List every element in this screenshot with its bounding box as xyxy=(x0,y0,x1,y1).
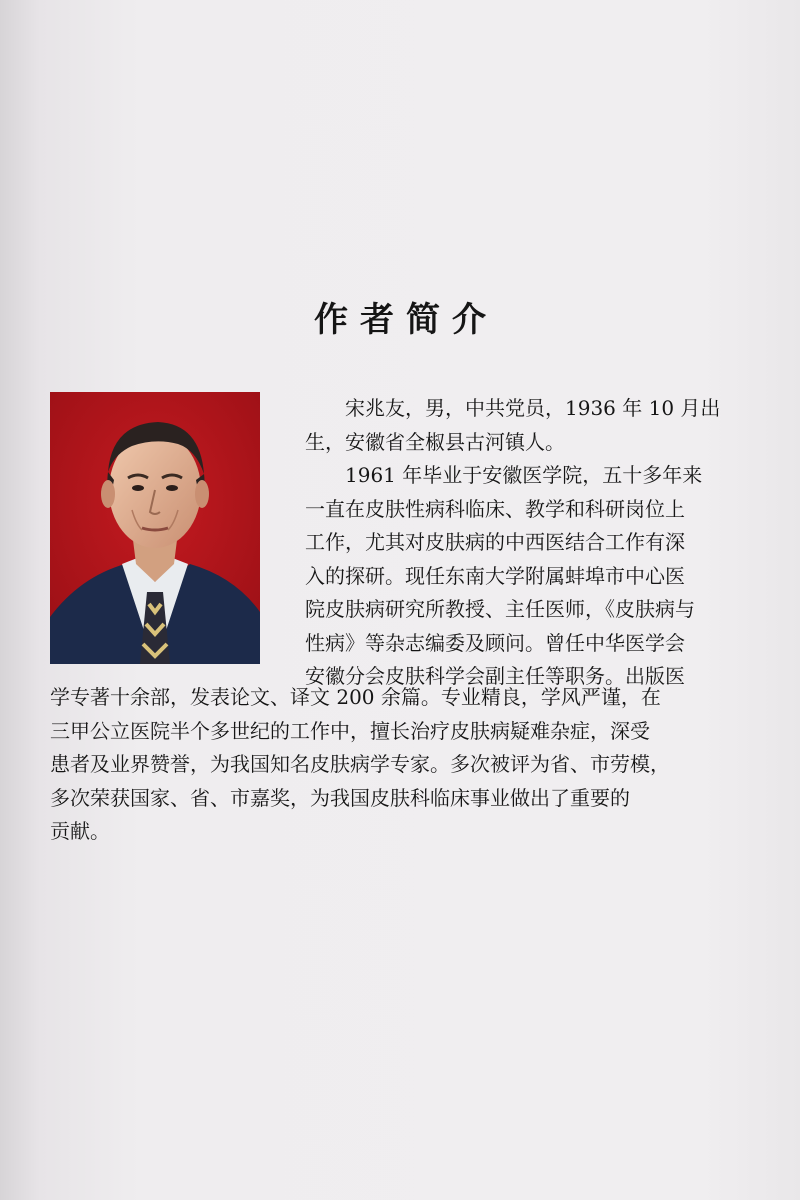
intro-line: 性病》等杂志编委及顾问。曾任中华医学会 xyxy=(305,630,685,655)
intro-line: 入的探研。现任东南大学附属蚌埠市中心医 xyxy=(305,563,685,588)
body-line: 三甲公立医院半个多世纪的工作中，擅长治疗皮肤病疑难杂症，深受 xyxy=(50,718,650,743)
body-line: 患者及业界赞誉，为我国知名皮肤病学专家。多次被评为省、市劳模， xyxy=(50,752,670,776)
intro-line: 院皮肤病研究所教授、主任医师，《皮肤病与 xyxy=(305,597,695,621)
body-line: 贡献。 xyxy=(50,819,110,843)
body-line: 学专著十余部，发表论文、译文 200 余篇。专业精良，学风严谨，在 xyxy=(50,685,661,709)
author-bio-continued xyxy=(50,681,772,849)
intro-line: 生，安徽省全椒县古河镇人。 xyxy=(305,429,565,454)
page-title: 作者简介 xyxy=(314,300,498,340)
intro-line: 工作，尤其对皮肤病的中西医结合工作有深 xyxy=(305,530,685,554)
intro-line: 1961 年毕业于安徽医学院，五十多年来 xyxy=(345,463,703,487)
author-portrait xyxy=(50,392,260,664)
author-intro-text xyxy=(305,392,775,694)
intro-line: 宋兆友，男，中共党员，1936 年 10 月出 xyxy=(345,396,721,420)
intro-line: 安徽分会皮肤科学会副主任等职务。出版医 xyxy=(305,664,685,688)
portrait-illustration xyxy=(50,392,260,664)
intro-line: 一直在皮肤性病科临床、教学和科研岗位上 xyxy=(305,496,685,521)
body-line: 多次荣获国家、省、市嘉奖，为我国皮肤科临床事业做出了重要的 xyxy=(50,785,630,810)
